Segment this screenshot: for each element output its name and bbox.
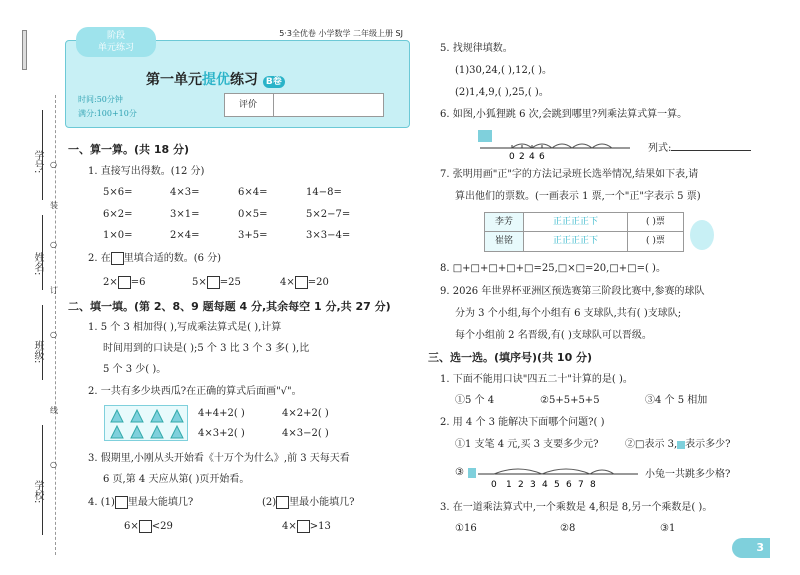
c2-opt-1[interactable]: ①1 支笔 4 元,买 3 支要多少元?: [455, 439, 599, 450]
r9-line-b: 分为 3 个小组,每个小组有 6 支球队,共有( )支球队;: [455, 308, 682, 319]
eq-2: 4×2+2( ): [282, 408, 329, 419]
animal-icon: [690, 220, 714, 250]
watermelon-icons: [105, 406, 189, 442]
eq-3: 4×3+2( ): [198, 428, 245, 439]
fill-2-box[interactable]: [207, 276, 220, 289]
nl2-0: 0: [491, 480, 497, 490]
calc-3-2: 2×4=: [170, 230, 200, 241]
q1-text: 1. 直接写出得数。(12 分): [88, 166, 205, 177]
mark-1: ○: [50, 160, 57, 169]
mark-6: 线: [50, 406, 58, 415]
calc-2-3: 0×5=: [238, 209, 268, 220]
r9-line-c: 每个小组前 2 名晋级,有( )支球队可以晋级。: [455, 330, 652, 341]
binding-strip: [0, 0, 58, 575]
c3-text: 3. 在一道乘法算式中,一个乘数是 4,积是 8,另一个乘数是( )。: [440, 502, 713, 513]
grade-box: [224, 93, 384, 117]
f4-part-1: [88, 496, 193, 510]
mark-2: 装: [50, 201, 58, 210]
watermelon-picture: [104, 405, 188, 441]
time-info: 时间:50分钟: [78, 95, 123, 104]
fill-3b: =20: [307, 277, 329, 288]
rocket-badge: [76, 27, 156, 57]
calc-2-4: 5×2−7=: [306, 209, 351, 220]
nl2-1: 1: [506, 480, 512, 490]
square-icon: [677, 441, 685, 449]
r7-line-b: 算出他们的票数。(一画表示 1 票,一个"正"字表示 5 票): [455, 191, 701, 202]
title-part-a: 第一单元: [146, 72, 202, 88]
r6-formula: [648, 142, 751, 156]
fill-2: [192, 276, 241, 290]
calc-1-4: 14−8=: [306, 187, 342, 198]
page-number-tab: [732, 538, 770, 558]
tally-votes-2: ( )票: [627, 231, 684, 252]
section-3-title: 三、选一选。(填序号)(共 10 分): [428, 351, 593, 364]
tally-marks-1: 正正正正下: [523, 212, 628, 232]
class-label: 班级:: [32, 340, 43, 364]
mark-4: 订: [50, 286, 58, 295]
student-id-label: 学号:: [32, 150, 43, 174]
page-number: 3: [756, 541, 764, 554]
c2-opt-3-label[interactable]: ③: [455, 467, 464, 478]
c3-opt-2[interactable]: ②8: [560, 523, 576, 534]
title-part-b: 提优: [202, 72, 230, 88]
nl1-2: 2: [519, 152, 525, 162]
r9-line-a: 9. 2026 年世界杯亚洲区预选赛第三阶段比赛中,参赛的球队: [440, 286, 705, 297]
c2-opt-3-text: 小兔一共跳多少格?: [645, 469, 731, 480]
calc-3-3: 3+5=: [238, 230, 268, 241]
c2-opt-2a: ②□表示 3,: [625, 439, 678, 450]
nl1-4: 4: [529, 152, 535, 162]
r5-a: (1)30,24,( ),12,( )。: [455, 65, 553, 76]
f3-line-b: 6 页,第 4 天应从第( )页开始看。: [103, 474, 250, 485]
ineq-2a: 4×: [282, 521, 297, 532]
ineq-2: [282, 520, 331, 534]
title-part-c: 练习: [230, 72, 258, 88]
badge-line-2: 单元练习: [97, 43, 134, 53]
nl1-0: 0: [509, 152, 515, 162]
r7-line-a: 7. 张明用画"正"字的方法记录班长选举情况,结果如下表,请: [440, 169, 699, 180]
rabbit-number-line: [468, 458, 643, 492]
c2-opt-2[interactable]: [625, 438, 731, 452]
f4-box-1: [115, 496, 128, 509]
calc-2-1: 6×2=: [103, 209, 133, 220]
rabbit-icon: [468, 468, 476, 478]
school-label: 学校:: [32, 480, 43, 504]
mark-7: ○: [50, 460, 57, 469]
f4-b: 里最大能填几?: [127, 497, 194, 508]
header-panel: [65, 29, 410, 128]
f3-line-a: 3. 假期里,小刚从头开始看《十万个为什么》,前 3 天每天看: [88, 453, 350, 464]
q2-text: [88, 252, 221, 266]
f4-d: 里最小能填几?: [289, 497, 355, 508]
mark-5: ○: [50, 330, 57, 339]
nl2-2: 2: [518, 480, 524, 490]
blank-box: [111, 252, 124, 265]
q2-b: 里填合适的数。(6 分): [123, 253, 222, 264]
grade-label: 评价: [239, 100, 258, 110]
eq-4: 4×3−2( ): [282, 428, 329, 439]
c1-opt-3[interactable]: ③4 个 5 相加: [645, 395, 708, 406]
section-1-title: 一、算一算。(共 18 分): [68, 143, 190, 156]
f1-line-b: 时间用到的口诀是( );5 个 3 比 3 个 3 多( ),比: [103, 343, 310, 354]
nl2-8: 8: [590, 480, 596, 490]
nl1-6: 6: [539, 152, 545, 162]
calc-1-1: 5×6=: [103, 187, 133, 198]
c3-opt-1[interactable]: ①16: [455, 523, 477, 534]
fill-3: [280, 276, 329, 290]
f1-line-a: 1. 5 个 3 相加得( ),写成乘法算式是( ),计算: [88, 322, 282, 333]
grade-input[interactable]: [274, 94, 383, 116]
fill-2b: =25: [219, 277, 241, 288]
fill-3a: 4×: [280, 277, 295, 288]
calc-1-2: 4×3=: [170, 187, 200, 198]
q2-a: 2. 在: [88, 253, 111, 264]
c1-text: 1. 下面不能用口诀"四五二十"计算的是( )。: [440, 374, 633, 385]
jump-arcs: [512, 144, 612, 148]
nl2-4: 4: [542, 480, 548, 490]
calc-3-1: 1×0=: [103, 230, 133, 241]
title-tag: B卷: [263, 76, 285, 88]
eq-1: 4+4+2( ): [198, 408, 245, 419]
book-info: 5·3全优卷 小学数学 二年级上册 SJ: [279, 29, 403, 38]
f1-line-c: 5 个 3 少( )。: [103, 364, 167, 375]
tally-name-2: 崔铭: [484, 231, 524, 252]
ineq-2b: >13: [309, 521, 331, 532]
c2-opt-2b: 表示多少?: [685, 439, 731, 450]
fill-1-box[interactable]: [118, 276, 131, 289]
r5-b: (2)1,4,9,( ),25,( )。: [455, 87, 549, 98]
name-label: 姓名:: [32, 252, 43, 276]
f2-text: 2. 一共有多少块西瓜?在正确的算式后面画"√"。: [88, 386, 302, 397]
c1-opt-2[interactable]: ②5+5+5+5: [540, 395, 600, 406]
nl2-3: 3: [530, 480, 536, 490]
ineq-1a: 6×: [124, 521, 139, 532]
ineq-2-box[interactable]: [297, 520, 310, 533]
fill-2a: 5×: [192, 277, 207, 288]
tally-name-1: 李芳: [484, 212, 524, 232]
score-info: 满分:100+10分: [78, 109, 137, 118]
fox-icon: [478, 130, 492, 142]
r5-text: 5. 找规律填数。: [440, 43, 513, 54]
nl2-7: 7: [578, 480, 584, 490]
f4-c: (2): [262, 497, 277, 508]
tally-table: [484, 212, 684, 252]
r8-text: 8. □+□+□+□+□=25,□×□=20,□+□=( )。: [440, 263, 666, 274]
page-title: [146, 69, 285, 89]
fill-3-box[interactable]: [295, 276, 308, 289]
f4-a: 4. (1): [88, 497, 115, 508]
nl2-5: 5: [554, 480, 560, 490]
fox-number-line: [470, 128, 640, 162]
ineq-1: [124, 520, 173, 534]
fill-1a: 2×: [103, 277, 118, 288]
section-2-title: 二、填一填。(第 2、8、9 题每题 4 分,其余每空 1 分,共 27 分): [68, 300, 391, 313]
calc-2-2: 3×1=: [170, 209, 200, 220]
fill-1: [103, 276, 146, 290]
tally-marks-2: 正正正正下: [523, 231, 628, 252]
c2-text: 2. 用 4 个 3 能解决下面哪个问题?( ): [440, 417, 605, 428]
ineq-1-box[interactable]: [139, 520, 152, 533]
calc-3-4: 3×3−4=: [306, 230, 351, 241]
r6-formula-label: 列式:: [648, 143, 672, 154]
r6-text: 6. 如图,小狐狸跳 6 次,会跳到哪里?列乘法算式算一算。: [440, 109, 688, 120]
c1-opt-1[interactable]: ①5 个 4: [455, 395, 495, 406]
r6-answer-line[interactable]: [671, 150, 751, 151]
rabbit-jump-arcs: [494, 469, 614, 474]
pencil-icon: [22, 30, 27, 70]
c3-opt-3[interactable]: ③1: [660, 523, 676, 534]
fill-1b: =6: [130, 277, 146, 288]
f4-box-2: [276, 496, 289, 509]
nl2-6: 6: [566, 480, 572, 490]
mark-3: ○: [50, 240, 57, 249]
ineq-1b: <29: [151, 521, 173, 532]
calc-1-3: 6×4=: [238, 187, 268, 198]
tally-votes-1: ( )票: [627, 212, 684, 232]
badge-line-1: 阶段: [106, 31, 125, 41]
f4-part-2: [262, 496, 355, 510]
